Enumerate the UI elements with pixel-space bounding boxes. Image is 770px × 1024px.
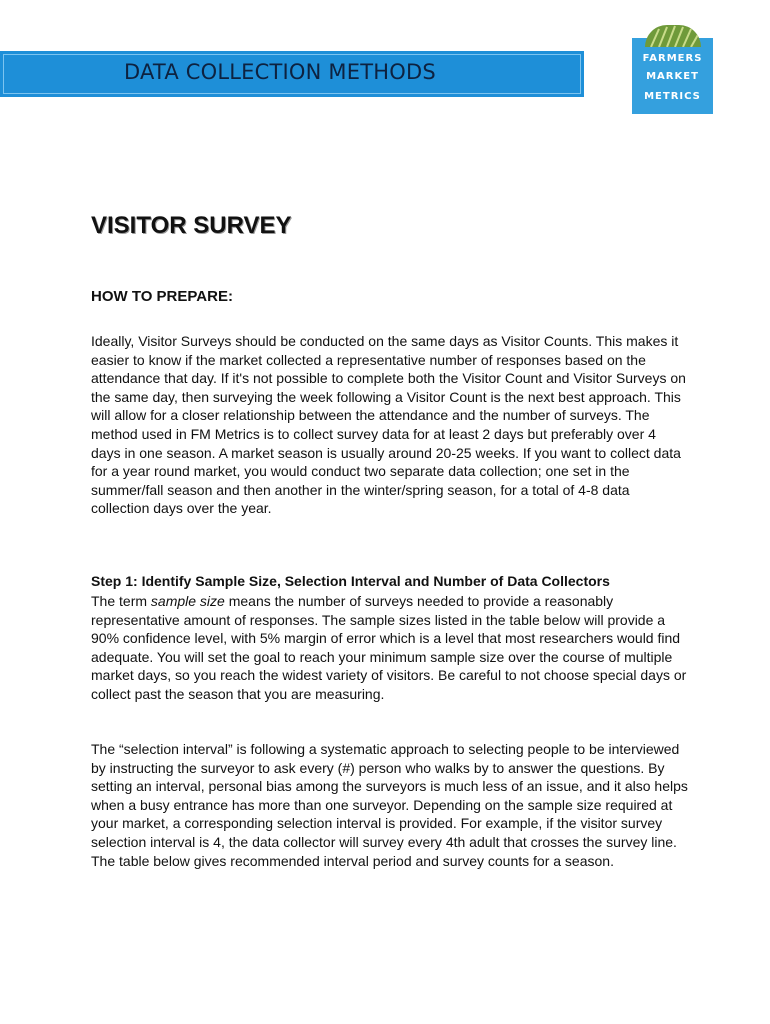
how-to-prepare-heading: HOW TO PREPARE: xyxy=(91,288,233,305)
step-1-heading: Step 1: Identify Sample Size, Selection Interval and Number of Data Collectors xyxy=(91,573,610,589)
how-to-prepare-paragraph: Ideally, Visitor Surveys should be conducted on the same days as Visitor Counts. This makes it easier to know if the market collected a representative number of responses based on the attendance that day. If it's not possible to complete both the Visitor Count and Visitor Surveys on the same day, then surveying the week following a Visitor Count is the next best approach. This will allow for a closer relationship between the attendance and the number of surveys. The method used in FM Metrics is to collect survey data for at least 2 days but preferably over 4 days in one season. A market season is usually around 20-25 weeks. If you want to collect data for a year round market, you would conduct two separate data collection; one set in the summer/fall season and then another in the winter/spring season, for a total of 4-8 data collection days over the year. xyxy=(91,333,686,517)
banner-title: DATA COLLECTION METHODS xyxy=(124,60,436,84)
step-1-paragraph-1 xyxy=(91,592,689,704)
step-1-paragraph-2: The “selection interval” is following a systematic approach to selecting people to be interviewed by instructing the surveyor to ask every (#) person who walks by to answer the questions. By setting an interval, personal bias among the surveyors is much less of an issue, and it also helps when a busy entrance has more than one surveyor. Depending on the sample size required at your market, a corresponding selection interval is provided. For example, if the visitor survey selection interval is 4, the data collector will survey every 4th adult that crosses the survey line. The table below gives recommended interval period and survey counts for a season. xyxy=(91,741,688,869)
logo-line-1: FARMERS xyxy=(642,53,703,64)
logo-line-2: MARKET xyxy=(646,71,699,82)
logo-line-3: METRICS xyxy=(644,91,701,102)
logo-crop-arc-icon xyxy=(645,25,701,47)
sample-size-term: sample size xyxy=(150,593,225,609)
document-title: VISITOR SURVEY xyxy=(91,212,292,239)
farmers-market-metrics-logo xyxy=(632,38,713,114)
sample-size-definition: means the number of surveys needed to provide a reasonably representative amount of responses. The sample sizes listed in the table below will provide a 90% confidence level, with 5% margin of error which is a level that most researchers would find adequate. You will set the goal to reach your minimum sample size over the course of multiple market days, so you reach the widest variety of visitors. Be careful to not choose special days or collect past the season that you are measuring. xyxy=(91,593,687,702)
sample-size-intro: The term xyxy=(91,593,151,609)
section-banner xyxy=(0,51,584,97)
